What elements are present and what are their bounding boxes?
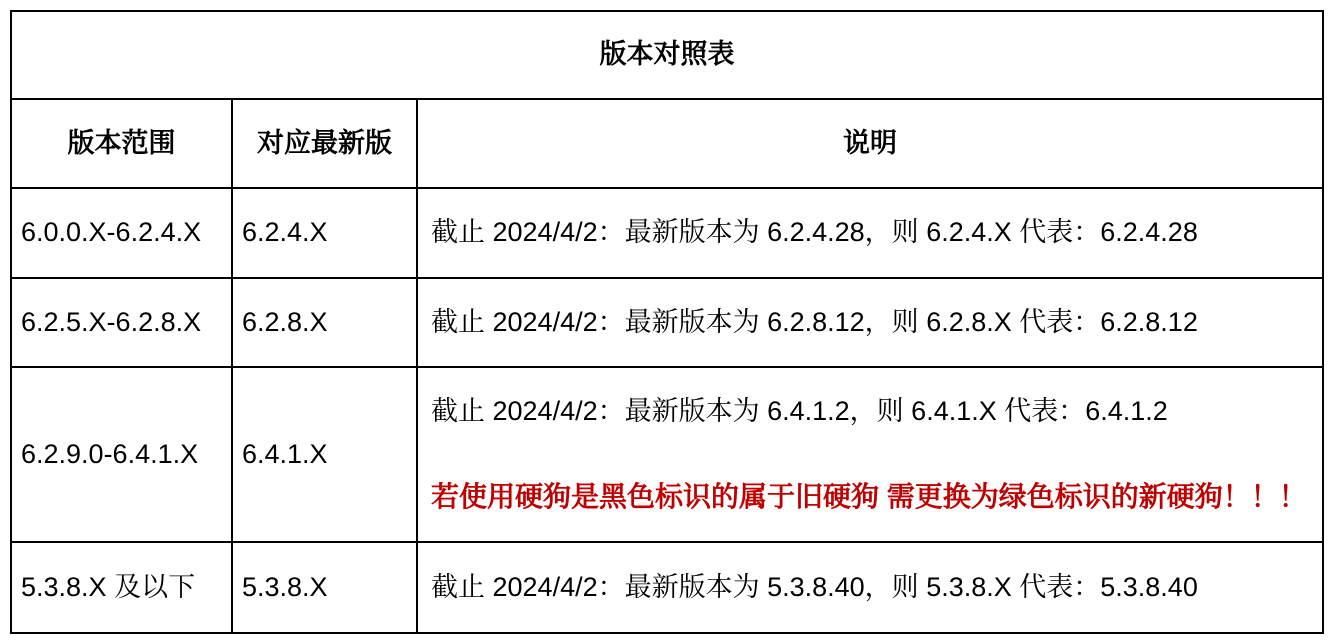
- cell-latest-version: 6.4.1.X: [232, 367, 417, 542]
- cell-version-range: 6.2.5.X-6.2.8.X: [11, 278, 232, 367]
- header-latest-version: 对应最新版: [232, 99, 417, 188]
- cell-description: 截止 2024/4/2：最新版本为 6.2.4.28，则 6.2.4.X 代表：6.2.4.28: [417, 188, 1323, 278]
- cell-description: 截止 2024/4/2：最新版本为 5.3.8.40，则 5.3.8.X 代表：5.3.8.40: [417, 542, 1323, 633]
- header-description: 说明: [417, 99, 1323, 188]
- table-row: [11, 188, 1323, 278]
- cell-description: 截止 2024/4/2：最新版本为 6.2.8.12，则 6.2.8.X 代表：6.2.8.12: [417, 278, 1323, 367]
- version-comparison-table: [10, 10, 1324, 634]
- description-text: 截止 2024/4/2：最新版本为 6.4.1.2，则 6.4.1.X 代表：6.4.1.2: [431, 396, 1168, 427]
- header-version-range: 版本范围: [11, 99, 232, 188]
- dongle-warning-text: 若使用硬狗是黑色标识的属于旧硬狗 需更换为绿色标识的新硬狗！！！: [431, 480, 1307, 512]
- table-row: [11, 278, 1323, 367]
- header-row: [11, 99, 1323, 188]
- title-row: [11, 11, 1323, 99]
- cell-latest-version: 5.3.8.X: [232, 542, 417, 633]
- cell-version-range: 6.0.0.X-6.2.4.X: [11, 188, 232, 278]
- cell-latest-version: 6.2.8.X: [232, 278, 417, 367]
- cell-latest-version: 6.2.4.X: [232, 188, 417, 278]
- cell-version-range: 5.3.8.X 及以下: [11, 542, 232, 633]
- cell-description: [417, 367, 1323, 542]
- table-row: [11, 367, 1323, 542]
- version-table-container: [10, 10, 1324, 634]
- cell-version-range: 6.2.9.0-6.4.1.X: [11, 367, 232, 542]
- table-title: 版本对照表: [11, 11, 1323, 99]
- table-row: [11, 542, 1323, 633]
